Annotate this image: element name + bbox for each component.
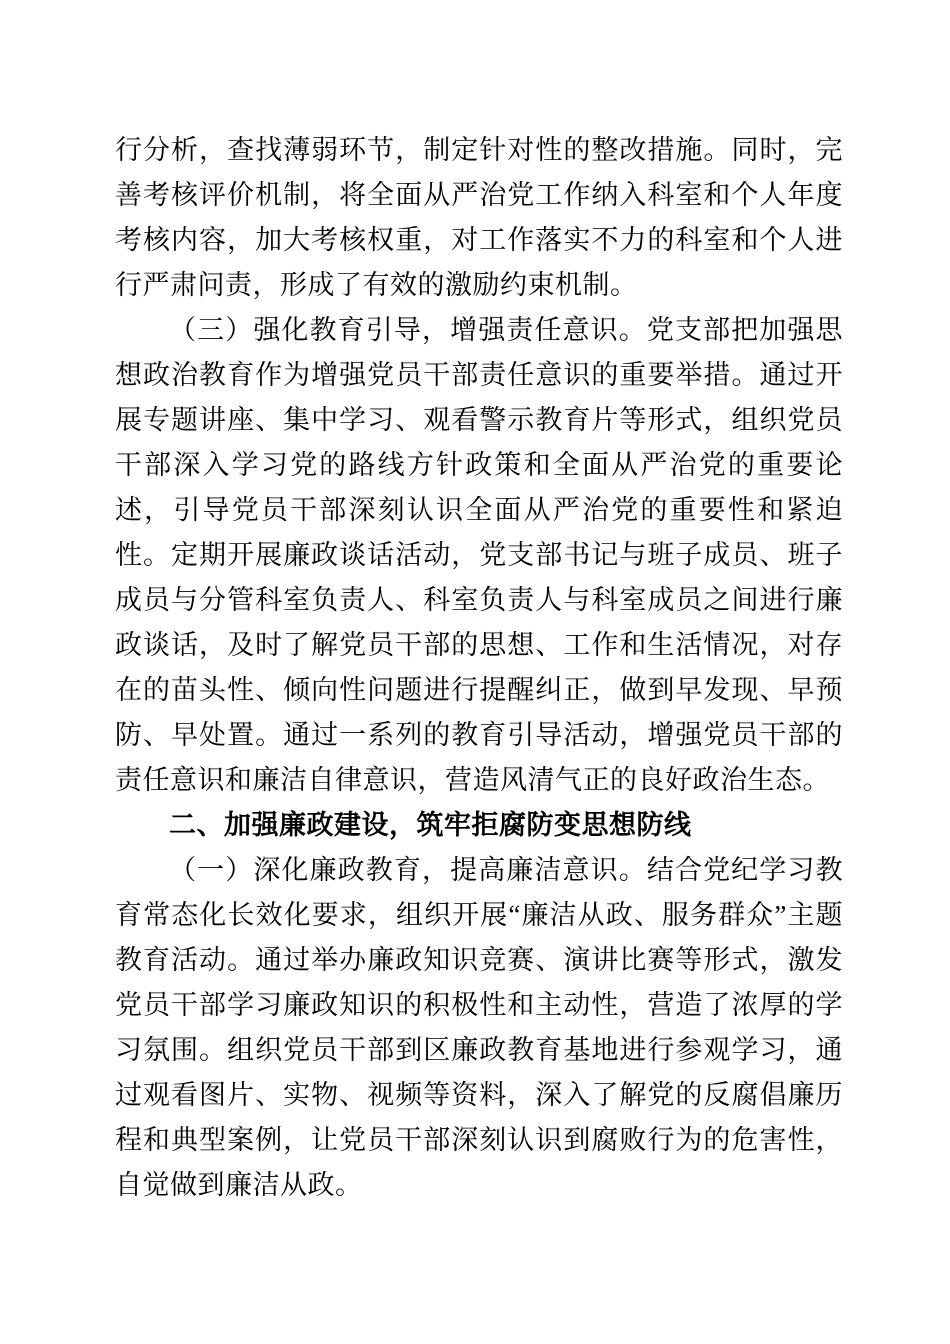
paragraph-section-3: （三）强化教育引导，增强责任意识。党支部把加强思想政治教育作为增强党员干部责任意识的重要举措。通过开展专题讲座、集中学习、观看警示教育片等形式，组织党员干部深入学习党的路线方针政策和全面从严治党的重要论述，引导党员干部深刻认识全面从严治党的重要性和紧迫性。定期开展廉政谈话活动，党支部书记与班子成员、班子成员与分管科室负责人、科室负责人与科室成员之间进行廉政谈话，及时了解党员干部的思想、工作和生活情况，对存在的苗头性、倾向性问题进行提醒纠正，做到早发现、早预防、早处置。通过一系列的教育引导活动，增强党员干部的责任意识和廉洁自律意识，营造风清气正的良好政治生态。 <box>115 315 843 795</box>
paragraph-section-1: （一）深化廉政教育，提高廉洁意识。结合党纪学习教育常态化长效化要求，组织开展“廉洁从政、服务群众”主题教育活动。通过举办廉政知识竞赛、演讲比赛等形式，激发党员干部学习廉政知识的积极性和主动性，营造了浓厚的学习氛围。组织党员干部到区廉政教育基地进行参观学习，通过观看图片、实物、视频等资料，深入了解党的反腐倡廉历程和典型案例，让党员干部深刻认识到腐败行为的危害性，自觉做到廉洁从政。 <box>115 855 843 1200</box>
section-heading-2: 二、加强廉政建设，筑牢拒腐防变思想防线 <box>169 810 692 840</box>
paragraph-continuation: 行分析，查找薄弱环节，制定针对性的整改措施。同时，完善考核评价机制，将全面从严治党工作纳入科室和个人年度考核内容，加大考核权重，对工作落实不力的科室和个人进行严肃问责，形成了有效的激励约束机制。 <box>115 135 843 300</box>
